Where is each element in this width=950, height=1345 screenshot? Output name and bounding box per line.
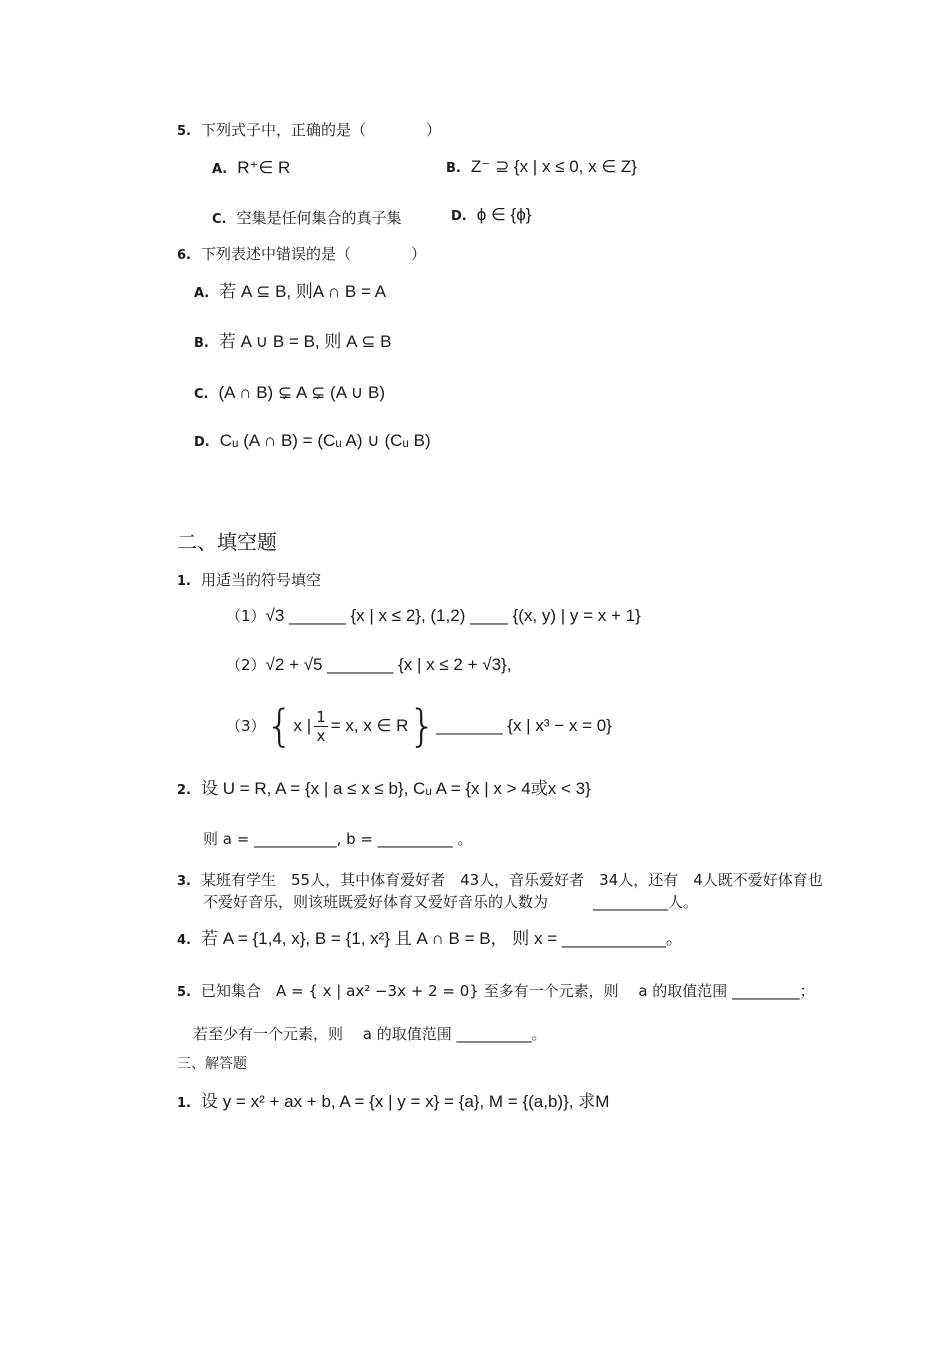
fill-1-part-1-expr: √3 ______ {x | x ≤ 2}, (1,2) ____ {(x, y) | y = x + 1} — [265, 606, 641, 625]
fraction-denominator: x — [316, 727, 326, 745]
solve-1-number: 1. — [177, 1096, 191, 1111]
section-2-title: 二、填空题 — [177, 530, 277, 554]
fill-1-part-3 — [226, 701, 612, 751]
q5-option-b — [446, 157, 637, 179]
section-3-title: 三、解答题 — [177, 1056, 247, 1072]
fill-1-stem-line — [177, 570, 321, 592]
fill-2-line-2: 则 a = ___________, b = __________ 。 — [203, 830, 473, 848]
fill-1-part-2-label: （2） — [226, 656, 266, 674]
fill-1-part-3-label: （3） — [226, 717, 266, 735]
q6-option-a-label: A. — [194, 286, 210, 301]
fill-5-line-1-text: 已知集合 A = { x | ax² −3x + 2 = 0} 至多有一个元素，则 a 的取值范围 _________； — [200, 982, 815, 1000]
q5-option-a — [212, 158, 290, 180]
q5-number: 5. — [177, 124, 191, 139]
q6-option-b-expr: 若 A ∪ B = B, 则 A ⊆ B — [218, 332, 392, 351]
q5-option-d-label: D. — [451, 209, 467, 224]
q5-option-a-label: A. — [212, 162, 228, 177]
fill-1-number: 1. — [177, 574, 191, 589]
fill-1-stem: 用适当的符号填空 — [200, 571, 321, 589]
q6-option-d-expr: Cᵤ (A ∩ B) = (Cᵤ A) ∪ (Cᵤ B) — [219, 431, 431, 450]
q6-option-b — [194, 332, 392, 354]
fill-2-line-1 — [177, 779, 591, 801]
fill-5-line-2: 若至少有一个元素，则 a 的取值范围 __________。 — [193, 1025, 547, 1043]
q5-option-b-expr: Z⁻ ⊇ {x | x ≤ 0, x ∈ Z} — [470, 157, 637, 176]
q6-option-a-expr: 若 A ⊆ B, 则A ∩ B = A — [219, 282, 387, 301]
solve-1-text: 设 y = x² + ax + b, A = {x | y = x} = {a}, M = {(a,b)}, 求M — [200, 1092, 610, 1111]
q5-stem: 下列式子中，正确的是（ ） — [200, 121, 441, 139]
fill-1-part-2-expr: √2 + √5 _______ {x | x ≤ 2 + √3}, — [265, 655, 512, 674]
q5-option-d-expr: ϕ ∈ {ϕ} — [476, 205, 532, 224]
fraction-numerator: 1 — [316, 708, 326, 726]
fill-5-line-1 — [177, 981, 815, 1003]
q5-option-c — [212, 208, 402, 230]
q5-option-b-label: B. — [446, 161, 461, 176]
q6-option-c — [194, 383, 385, 405]
fill-1-part-1-label: （1） — [226, 607, 266, 625]
right-brace-icon: } — [408, 700, 437, 752]
q5-stem-line — [177, 120, 441, 142]
q5-option-c-label: C. — [212, 212, 227, 227]
solve-1-line — [177, 1092, 609, 1114]
q6-option-a — [194, 282, 386, 304]
fraction — [314, 708, 328, 745]
q6-option-d-label: D. — [194, 435, 210, 450]
fill-3-number: 3. — [177, 874, 191, 889]
fill-1-part-3-pre: x | — [293, 716, 312, 735]
fill-2-number: 2. — [177, 783, 191, 798]
fill-1-part-3-tail: _______ {x | x³ − x = 0} — [436, 716, 612, 735]
fill-3-line-1 — [177, 870, 823, 892]
q6-stem: 下列表述中错误的是（ ） — [200, 245, 426, 263]
left-brace-icon: { — [265, 700, 294, 752]
q6-option-c-expr: (A ∩ B) ⊊ A ⊊ (A ∪ B) — [218, 383, 386, 402]
fill-1-part-2 — [226, 655, 511, 675]
fill-3-line-1-text: 某班有学生 55人，其中体育爱好者 43人，音乐爱好者 34人，还有 4人既不爱好体育也 — [200, 871, 823, 889]
q6-option-c-label: C. — [194, 387, 209, 402]
fill-2-line-1-text: 设 U = R, A = {x | a ≤ x ≤ b}, Cᵤ A = {x | x > 4或x < 3} — [200, 779, 591, 798]
q6-stem-line — [177, 244, 426, 266]
fill-4-number: 4. — [177, 933, 191, 948]
fill-5-number: 5. — [177, 985, 191, 1000]
fill-4-line — [177, 929, 683, 951]
fill-4-text: 若 A = {1,4, x}, B = {1, x²} 且 A ∩ B = B， 则 x = ___________。 — [200, 929, 683, 948]
q6-option-d — [194, 431, 431, 453]
fill-3-line-2: 不爱好音乐，则该班既爱好体育又爱好音乐的人数为 __________人。 — [203, 893, 699, 911]
q5-option-a-expr: R⁺∈ R — [237, 158, 291, 177]
fill-1-part-1 — [226, 606, 641, 626]
q6-option-b-label: B. — [194, 336, 209, 351]
q5-option-c-text: 空集是任何集合的真子集 — [236, 209, 402, 227]
fill-1-part-3-post: = x, x ∈ R — [330, 716, 409, 735]
q5-option-d — [451, 205, 531, 227]
q6-number: 6. — [177, 248, 191, 263]
